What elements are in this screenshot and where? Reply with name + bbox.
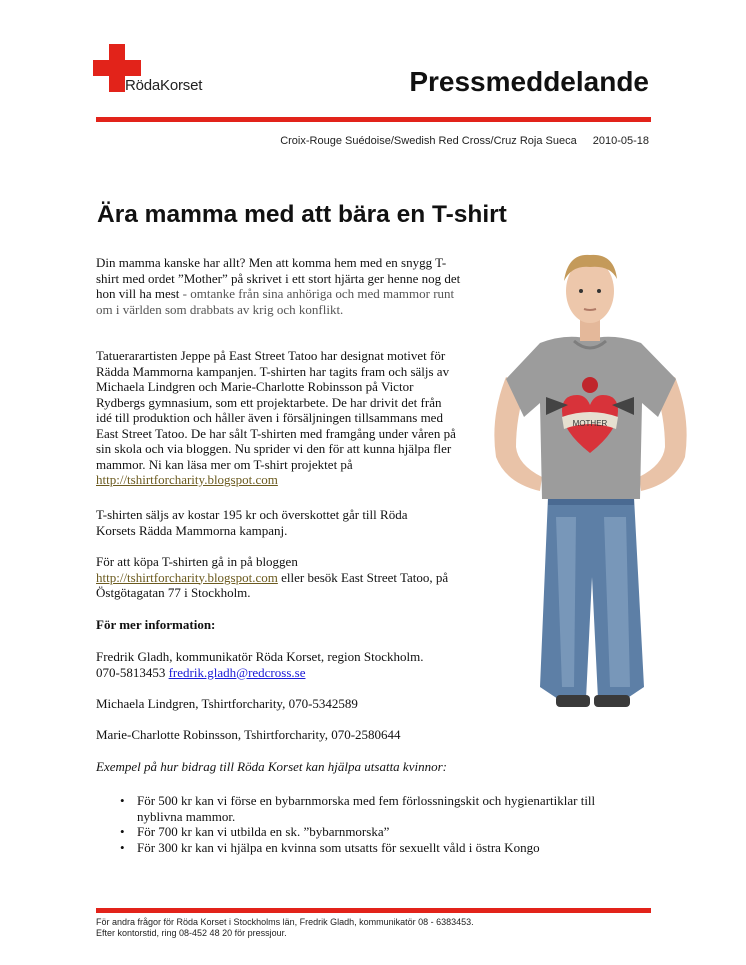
more-info-heading: För mer information: bbox=[96, 617, 216, 632]
footer-line-1: För andra frågor för Röda Korset i Stockholms län, Fredrik Gladh, kommunikatör 08 - 6383453. bbox=[96, 917, 474, 927]
intro-text: Din mamma kanske har allt? Men att komma hem med en snygg T-shirt med ordet ”Mother” på skrivet i ett stort hjärta ger henne nog det hon vill ha mest bbox=[96, 255, 461, 301]
tshirt-print-text: MOTHER bbox=[572, 419, 608, 428]
header-divider bbox=[96, 117, 651, 122]
intro-paragraph bbox=[96, 255, 464, 317]
blog-link-2[interactable]: http://tshirtforcharity.blogspot.com bbox=[96, 569, 278, 585]
contact-fredrik bbox=[96, 649, 466, 680]
list-item: • För 700 kr kan vi utbilda en sk. ”bybarnmorska” bbox=[120, 824, 390, 839]
list-item: • För 500 kr kan vi förse en bybarnmorska med fem förlossningskit och hygienartiklar till nyblivna mammor. bbox=[120, 793, 596, 824]
contact-fredrik-line: Fredrik Gladh, kommunikatör Röda Korset, region Stockholm. bbox=[96, 649, 424, 664]
logo-wordmark: RödaKorset bbox=[125, 77, 203, 94]
footer-divider bbox=[96, 908, 651, 913]
purchase-text: För att köpa T-shirten gå in på bloggen bbox=[96, 554, 298, 569]
examples-list bbox=[120, 793, 632, 855]
contact-fredrik-phone: 070-5813453 bbox=[96, 664, 169, 680]
page-title: Pressmeddelande bbox=[409, 66, 649, 97]
footer-note bbox=[96, 917, 474, 939]
footer-line-2: Efter kontorstid, ring 08-452 48 20 för pressjour. bbox=[96, 928, 287, 938]
blog-link[interactable]: http://tshirtforcharity.blogspot.com bbox=[96, 472, 278, 487]
tshirt-model-photo bbox=[476, 247, 705, 715]
project-text: Tatuerarartisten Jeppe på East Street Tatoo har designat motivet för Rädda Mammorna kampanjen. T-shirten har tagits fram och säljs av Michaela Lindgren och Marie-Charlotte Robinsson på Victor Rydbergs gymnasium, som ett projektarbete. De har drivit det från idé till produktion och håller även i försäljningen tillsammans med East Street Tatoo. De har sålt T-shirten med framgång under våren på sin skola och via bloggen. Nu sprider vi den för att kunna hjälpa fler mammor. Ni kan läsa mer om T-shirt projektet på bbox=[96, 348, 456, 472]
contact-michaela: Michaela Lindgren, Tshirtforcharity, 070-5342589 bbox=[96, 696, 358, 711]
list-item: • För 300 kr kan vi hjälpa en kvinna som utsatts för sexuellt våld i östra Kongo bbox=[120, 839, 540, 855]
purchase-paragraph bbox=[96, 554, 464, 601]
organization-name: Croix-Rouge Suédoise/Swedish Red Cross/Cruz Roja Sueca bbox=[280, 135, 577, 147]
contact-marie-charlotte: Marie-Charlotte Robinsson, Tshirtforcharity, 070-2580644 bbox=[96, 727, 401, 742]
article-headline: Ära mamma med att bära en T-shirt bbox=[97, 201, 507, 228]
intro-text-continued: - omtanke från sina anhöriga och med mammor runt om i världen som drabbats av krig och konflikt. bbox=[96, 286, 455, 317]
bullet-icon: • bbox=[120, 793, 125, 808]
bullet-icon: • bbox=[120, 824, 125, 839]
header-subline bbox=[280, 135, 649, 147]
examples-intro: Exempel på hur bidrag till Röda Korset kan hjälpa utsatta kvinnor: bbox=[96, 759, 447, 774]
contact-email-link[interactable]: fredrik.gladh@redcross.se bbox=[168, 664, 306, 680]
press-date: 2010-05-18 bbox=[592, 135, 649, 147]
price-paragraph: T-shirten säljs av kostar 195 kr och överskottet går till Röda Korsets Rädda Mammorna kampanj. bbox=[96, 507, 408, 538]
project-paragraph bbox=[96, 348, 460, 488]
purchase-text-after: eller besök East Street Tatoo, på Östgötagatan 77 i Stockholm. bbox=[96, 569, 449, 600]
bullet-icon: • bbox=[120, 839, 125, 855]
